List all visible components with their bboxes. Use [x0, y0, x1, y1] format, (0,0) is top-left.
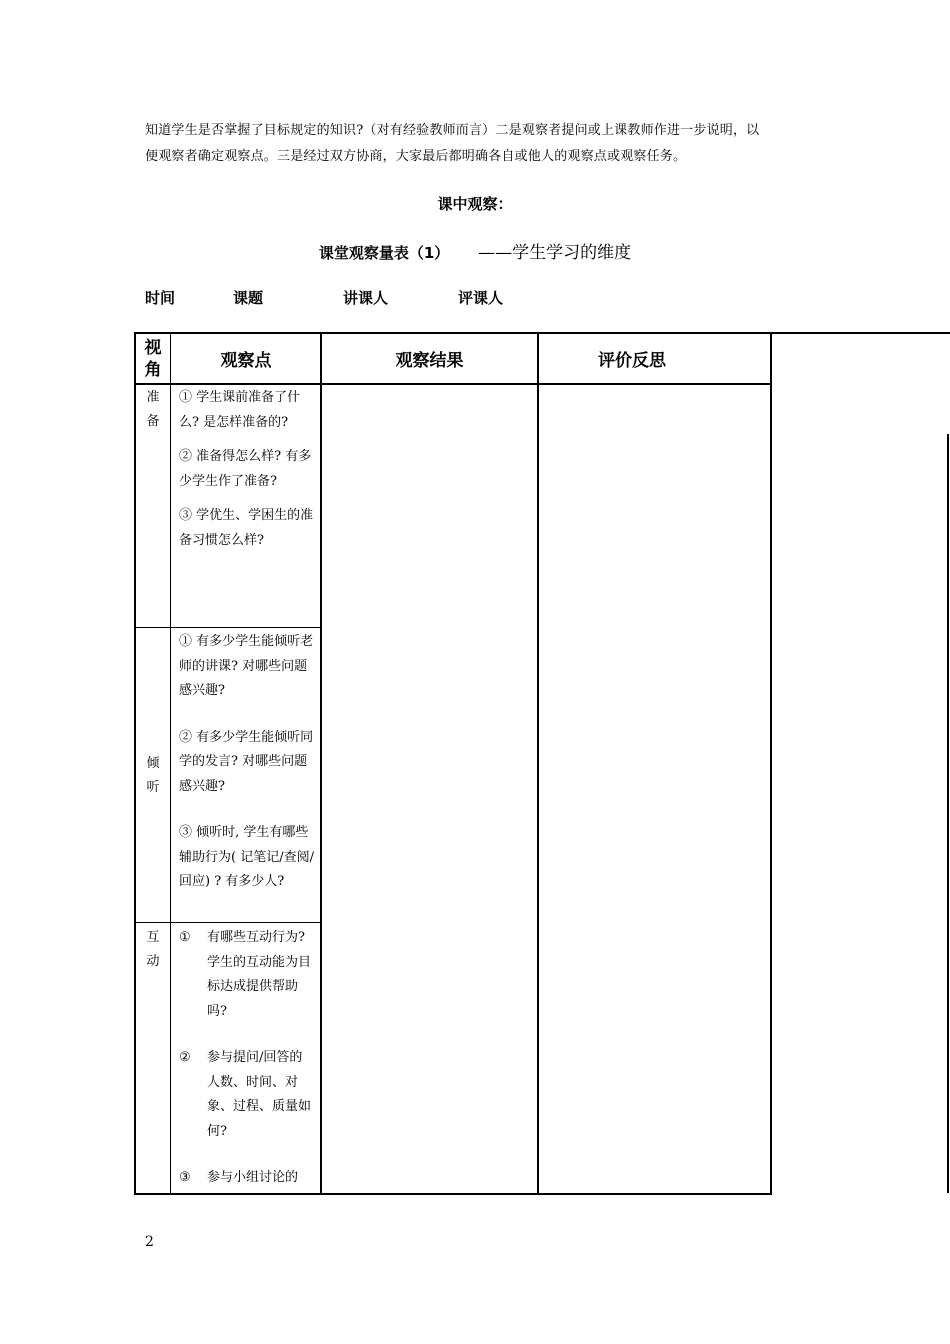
intro-paragraph [145, 118, 815, 170]
form-title [0, 238, 950, 263]
point-interact-1-num: ① [179, 930, 191, 945]
point-interact-2-text: 参与提问/回答的人数、时间、对象、过程、质量如何? [207, 1050, 312, 1139]
column-divider-3 [537, 332, 539, 1195]
point-listen-2: ② 有多少学生能倾听同学的发言? 对哪些问题感兴趣? [179, 729, 314, 794]
right-edge-line [947, 434, 949, 1193]
header-point: 观察点 [220, 351, 272, 371]
meta-evaluator: 评课人 [458, 289, 504, 307]
form-title-sub: ——学生学习的维度 [478, 243, 632, 263]
form-title-main: 课堂观察量表（1） [318, 244, 450, 262]
row-divider-1 [134, 627, 322, 628]
column-divider-2 [320, 332, 322, 1195]
point-interact-3-num: ③ [179, 1170, 191, 1185]
point-prepare-3: ③ 学优生、学困生的准备习惯怎么样? [179, 508, 314, 548]
row-perspective-interact: 互动 [146, 930, 160, 969]
section-title: 课中观察： [437, 195, 513, 213]
row-perspective-listen: 倾听 [146, 756, 160, 795]
header-perspective: 视角 [144, 338, 162, 380]
intro-line-2: 便观察者确定观察点。三是经过双方协商，大家最后都明确各自或他人的观察点或观察任务。 [145, 149, 687, 164]
row-points-listen [179, 630, 315, 905]
row-perspective-prepare: 准备 [146, 390, 160, 429]
header-reflection: 评价反思 [598, 351, 666, 371]
meta-topic: 课题 [233, 289, 264, 307]
header-result: 观察结果 [395, 351, 464, 371]
point-interact-1 [179, 926, 315, 1024]
point-prepare-1: ① 学生课前准备了什么? 是怎样准备的? [179, 390, 301, 430]
point-prepare-2: ② 准备得怎么样? 有多少学生作了准备? [179, 449, 312, 489]
intro-line-1: 知道学生是否掌握了目标规定的知识?（对有经验教师而言）二是观察者提问或上课教师作进一步说明，以 [145, 123, 760, 138]
meta-lecturer: 讲课人 [343, 289, 389, 307]
point-interact-1-text: 有哪些互动行为? 学生的互动能为目标达成提供帮助吗? [207, 930, 312, 1019]
row-points-prepare [179, 386, 315, 563]
column-divider-4 [770, 332, 772, 1195]
point-interact-2-num: ② [179, 1050, 191, 1065]
meta-time: 时间 [145, 289, 176, 307]
point-interact-3 [179, 1166, 315, 1191]
point-interact-3-text: 参与小组讨论的 [207, 1170, 299, 1185]
row-divider-2 [134, 922, 322, 923]
point-listen-3: ③ 倾听时, 学生有哪些辅助行为( 记笔记/查阅/回应) ? 有多少人? [179, 825, 314, 889]
table-left-border [134, 332, 136, 1195]
table-top-border [134, 332, 950, 334]
header-bottom-border [134, 383, 771, 385]
point-listen-1: ① 有多少学生能倾听老师的讲课? 对哪些问题感兴趣? [179, 634, 314, 698]
point-interact-2 [179, 1046, 315, 1144]
page-number: 2 [145, 1234, 154, 1250]
row-points-interact [179, 926, 315, 1201]
column-divider-1 [170, 332, 171, 1195]
